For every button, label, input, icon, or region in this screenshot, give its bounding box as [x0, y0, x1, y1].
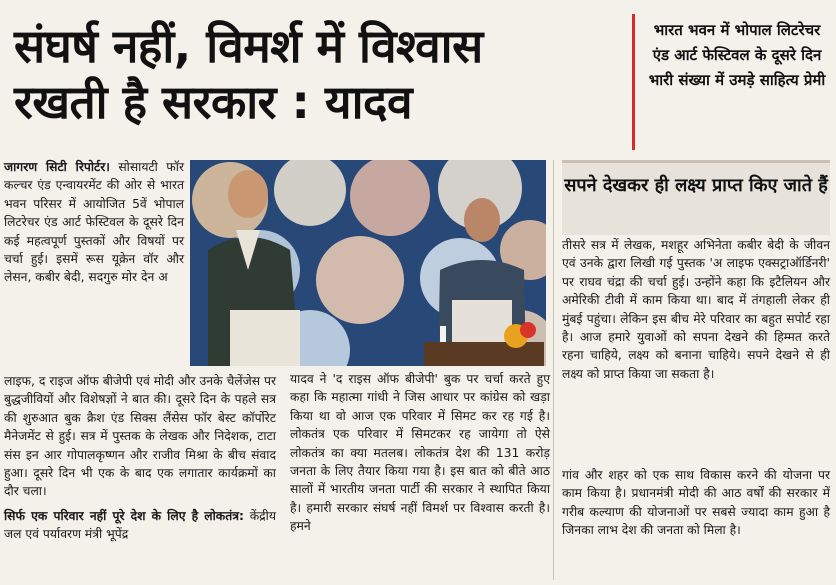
stage-photo-illustration: [190, 160, 546, 366]
box-headline-panel: [562, 160, 830, 235]
byline: जागरण सिटी रिपोर्टर।: [4, 160, 110, 174]
article-text-1: सोसायटी फॉर कल्चर एंड एन्वायरमेंट की ओर से भारत भवन परिसर में आयोजित 5वें भोपाल लिटरेचर एंड आर्ट फेस्टिवल के दूसरे दिन कई महत्वपूर्ण पुस्तकों और विषयों पर चर्चा हुई। इसमें रूस यूक्रेन वॉर और लेसन, कबीर बेदी, सदगुरु मोर देन अ: [4, 160, 184, 285]
article-text-1b: लाइफ, द राइज ऑफ बीजेपी एवं मोदी और उनके चैलेंजेस पर बुद्धजीवियों और विशेषज्ञों ने बात की। दूसरे दिन के पहले सत्र की शुरुआत बुक क्रैश एंड सिक्स लैंसेस फॉर बेस्ट कॉर्पोरेट मैनेजमेंट से हुई। सत्र में पुस्तक के लेखक और निदेशक, टाटा संस इन आर गोपालकृष्णन और राजीव मिश्रा के बीच संवाद हुआ। दूसरे दिन भी एक के बाद एक लगातार कार्यक्रमों का दौर चला।: [4, 374, 276, 499]
side-headline: भारत भवन में भोपाल लिटरेचर एंड आर्ट फेस्टिवल के दूसरे दिन भारी संख्या में उमड़े साहित्य प्रेमी: [648, 21, 826, 89]
article-column-1: [4, 158, 184, 287]
subhead: सिर्फ एक परिवार नहीं पूरे देश के लिए है लोकतंत्र:: [4, 508, 244, 523]
article-column-2: यादव ने 'द राइस ऑफ बीजेपी' बुक पर चर्चा करते हुए कहा कि महात्मा गांधी ने जिस आधार पर कांग्रेस को खड़ा किया था वो आज एक परिवार में सिमट कर रह गई है। लोकतंत्र एक परिवार में सिमटकर रह जायेगा तो ऐसे लोकतंत्र का क्या मतलब। लोकतंत्र देश की 131 करोड़ जनता के लिए तैयार किया गया है। इस बात को बीते आठ सालों में भारतीय जनता पार्टी की सरकार ने स्थापित किया है। हमारी सरकार संघर्ष नहीं विमर्श पर विश्वास करती है। हमने: [290, 372, 550, 534]
article-column-3-continued: गांव और शहर को एक साथ विकास करने की योजना पर काम किया है। प्रधानमंत्री मोदी की आठ वर्षों की सरकार में गरीब कल्याण की योजनाओं पर सबसे ज्यादा काम हुआ है जिनका लाभ देश की जनता को मिला है।: [562, 468, 830, 538]
event-photo: [190, 160, 546, 366]
subhead-tail: केंद्रीय जल एवं पर्यावरण मंत्री भूपेंद्र: [4, 508, 276, 542]
headline-line-2: रखती है सरकार : यादव: [14, 75, 413, 129]
accent-bar: [632, 14, 635, 150]
column-divider: [553, 160, 554, 580]
box-headline: सपने देखकर ही लक्ष्य प्राप्त किए जाते हैं: [564, 175, 828, 196]
subhead-block: [4, 507, 276, 544]
main-headline: [14, 18, 614, 130]
article-column-1-continued: [4, 372, 276, 544]
article-column-3: तीसरे सत्र में लेखक, मशहूर अभिनेता कबीर बेदी के जीवन एवं उनके द्वारा लिखी गई पुस्तक 'अ लाइफ एक्सट्राऑर्डिनरी' पर राघव चंद्रा की चर्चा हुई। उन्होंने कहा कि इटैलियन और अमेरिकी टीवी में काम किया था। बाद में तंगहाली लेकर ही मुंबई पहुंचा। लेकिन इस बीच मेरे परिवार का बहुत सपोर्ट रहा है। आज हमारे युवाओं को सपना देखने की हिम्मत करते रहना चाहिये, लक्ष्य को बनाना चाहिये। सपने देखने से ही लक्ष्य को प्राप्त किया जा सकता है।: [562, 238, 830, 381]
headline-line-1: संघर्ष नहीं, विमर्श में विश्वास: [14, 19, 483, 73]
